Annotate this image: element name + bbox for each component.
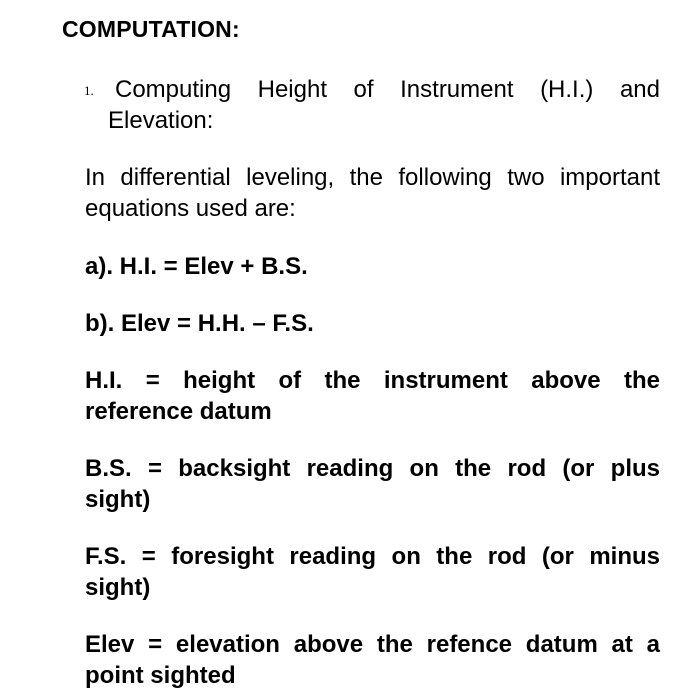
equation-a: a). H.I. = Elev + B.S. — [85, 253, 308, 280]
section-heading: COMPUTATION: — [62, 16, 240, 42]
definition-elev-line-1: Elev = elevation above the refence datum at a — [85, 631, 660, 658]
definition-hi — [85, 365, 660, 427]
intro-paragraph — [85, 162, 660, 224]
list-item-number: 1. — [84, 83, 94, 98]
list-item-line-1: Computing Height of Instrument (H.I.) and — [115, 76, 660, 103]
definition-hi-line-2: reference datum — [85, 398, 272, 425]
equation-b: b). Elev = H.H. – F.S. — [85, 310, 314, 337]
definition-elev — [85, 629, 660, 691]
list-item-computing-hi — [108, 74, 660, 136]
intro-line-2: equations used are: — [85, 195, 296, 222]
definition-elev-line-2: point sighted — [85, 662, 236, 689]
definition-bs-line-2: sight) — [85, 486, 151, 513]
definition-fs-line-2: sight) — [85, 574, 151, 601]
definition-hi-line-1: H.I. = height of the instrument above the — [85, 367, 660, 394]
definition-bs-line-1: B.S. = backsight reading on the rod (or plus — [85, 455, 660, 482]
definition-bs — [85, 453, 660, 515]
definition-fs-line-1: F.S. = foresight reading on the rod (or minus — [85, 543, 660, 570]
list-item-text — [108, 74, 660, 136]
definition-fs — [85, 541, 660, 603]
intro-line-1: In differential leveling, the following two important — [85, 164, 660, 191]
list-item-line-2: Elevation: — [108, 107, 214, 134]
